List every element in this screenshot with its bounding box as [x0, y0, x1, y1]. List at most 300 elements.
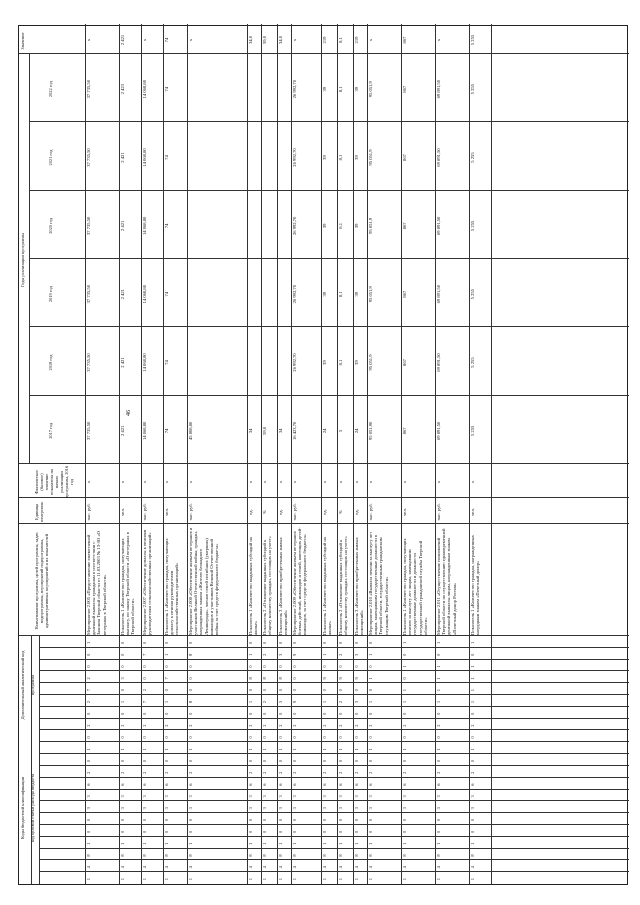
row-base: x — [86, 480, 91, 484]
code-digit: 0 — [338, 818, 343, 822]
grid-vline — [39, 729, 629, 730]
code-digit: 6 — [354, 783, 359, 786]
code-digit: 4 — [262, 866, 267, 869]
row-unit: ед. — [354, 509, 359, 515]
grid-vline — [19, 463, 629, 464]
code-digit: 6 — [292, 783, 297, 786]
code-digit: 0 — [368, 641, 373, 645]
code-digit: 6 — [262, 783, 267, 786]
code-digit: 4 — [248, 866, 253, 869]
code-digit: 8 — [248, 854, 253, 857]
code-digit: 0 — [292, 641, 297, 645]
row-name: Показатель 2 «Отношение выданных субсидий к общему количеству граждан, состоящих на учете» — [338, 536, 349, 635]
row-name: Показатель 1 «Количество граждан, награжденных нагрудным знаком «Почетный донор» — [470, 535, 481, 635]
code-digit: 8 — [188, 854, 193, 857]
code-digit: 0 — [120, 653, 125, 656]
code-digit: 0 — [86, 736, 91, 739]
code-digit: 3 — [120, 795, 125, 798]
code-digit: 0 — [278, 689, 283, 692]
code-digit: 4 — [436, 866, 441, 869]
code-digit: 0 — [436, 818, 441, 822]
code-digit: 0 — [188, 665, 193, 668]
code-digit: 1 — [402, 641, 407, 645]
code-digit: 0 — [142, 665, 147, 668]
code-digit: 1 — [278, 748, 283, 751]
code-digit: 4 — [368, 866, 373, 869]
row-year-value: 8,1 — [338, 86, 343, 93]
code-digit: 0 — [86, 759, 91, 763]
code-digit: 3 — [354, 700, 359, 704]
year-header: 2017 год — [48, 422, 53, 439]
code-digit: 1 — [368, 653, 373, 656]
code-digit: 6 — [120, 783, 125, 786]
row-base: x — [262, 480, 267, 484]
row-year-value: 5 255 — [470, 220, 475, 232]
code-digit: 3 — [322, 807, 327, 810]
header-program: программа — [30, 674, 35, 696]
code-digit: 0 — [368, 759, 373, 763]
code-digit: 2 — [120, 724, 125, 727]
code-digit: 8 — [354, 854, 359, 857]
grid-vline — [39, 848, 629, 849]
grid-vline — [39, 670, 629, 671]
row-year-value — [262, 330, 275, 394]
rotated-table — [18, 25, 628, 885]
row-year-value — [262, 57, 275, 121]
row-year-value: 74 — [164, 223, 169, 229]
code-digit: 0 — [436, 830, 441, 833]
code-digit: 6 — [322, 783, 327, 786]
row-year-value: 26 992,70 — [292, 285, 297, 304]
code-digit: 9 — [322, 677, 327, 680]
code-digit: 0 — [120, 641, 125, 645]
code-digit: 1 — [322, 842, 327, 845]
row-year-value: 37 735,50 — [86, 216, 91, 236]
code-digit: 3 — [262, 807, 267, 810]
code-digit: 2 — [368, 724, 373, 727]
code-digit: 6 — [338, 783, 343, 786]
row-year-value: 867 — [402, 359, 407, 366]
code-digit: 1 — [338, 748, 343, 751]
code-digit: 2 — [248, 771, 253, 774]
code-digit: 3 — [188, 795, 193, 798]
code-digit: 0 — [436, 736, 441, 739]
row-year-value — [248, 57, 259, 121]
code-digit: 1 — [164, 653, 169, 656]
header-value: Значение — [20, 32, 25, 50]
code-digit: 0 — [354, 641, 359, 645]
code-digit: 7 — [86, 689, 91, 692]
code-digit: 3 — [402, 795, 407, 798]
code-digit: 0 — [142, 641, 147, 645]
row-year-value: 34 — [248, 428, 253, 434]
code-digit: 1 — [322, 653, 327, 656]
code-digit: 1 — [354, 842, 359, 845]
code-digit: 0 — [322, 736, 327, 739]
year-header: 2021 год — [48, 149, 53, 166]
row-year-value: 39 — [354, 86, 359, 92]
row-year-value: 95 051,9 — [368, 286, 373, 303]
code-digit: 0 — [164, 818, 169, 822]
code-digit: 0 — [292, 665, 297, 668]
code-digit: 4 — [354, 866, 359, 869]
grid-vline — [39, 836, 629, 837]
code-digit: 0 — [292, 818, 297, 822]
code-digit: 1 — [164, 842, 169, 845]
row-name: Мероприятие 2.007 «Обеспечение доплаты к пенсиям руководителям сельскохозяйственных организаций» — [142, 529, 153, 635]
code-digit: 1 — [248, 700, 253, 704]
row-year-value: 69 891,50 — [436, 148, 441, 167]
grid-vline — [19, 523, 629, 524]
row-year-value: 5 255 — [470, 152, 475, 163]
row-year-value: 26 992,70 — [292, 216, 297, 236]
code-digit: 1 — [120, 878, 125, 881]
code-digit: 1 — [164, 700, 169, 704]
code-digit: 0 — [338, 830, 343, 833]
code-digit: 3 — [142, 795, 147, 798]
code-digit: 3 — [164, 807, 169, 810]
code-digit: 0 — [120, 830, 125, 833]
code-digit: 1 — [292, 748, 297, 751]
code-digit: 7 — [164, 677, 169, 680]
code-digit: 0 — [368, 830, 373, 833]
row-year-value: 14 068,80 — [142, 216, 147, 236]
code-digit: 2 — [120, 771, 125, 774]
code-digit: 0 — [188, 818, 193, 822]
header-additional: Дополнительный аналитический код — [20, 650, 25, 720]
code-digit: 3 — [436, 795, 441, 798]
code-digit: 9 — [338, 677, 343, 680]
code-digit: 1 — [436, 689, 441, 692]
code-digit: 3 — [470, 795, 475, 798]
code-digit: 0 — [354, 736, 359, 739]
code-digit: 1 — [470, 748, 475, 751]
row-year-value — [278, 57, 289, 121]
code-digit: 8 — [292, 854, 297, 857]
row-final-value: x — [368, 38, 373, 42]
code-digit: 0 — [262, 759, 267, 763]
code-digit: 6 — [470, 783, 475, 786]
row-year-value: 2 421 — [120, 357, 125, 368]
code-digit: 0 — [436, 653, 441, 656]
code-digit: 1 — [164, 878, 169, 881]
code-digit: 0 — [164, 830, 169, 833]
code-digit: 3 — [278, 700, 283, 704]
row-year-value: 69 891,50 — [436, 353, 441, 372]
code-digit: 0 — [278, 665, 283, 668]
code-digit: 0 — [262, 712, 267, 715]
code-digit: 8 — [436, 854, 441, 857]
code-digit: 2 — [338, 653, 343, 656]
row-year-value — [278, 330, 289, 394]
row-year-value — [248, 194, 259, 258]
code-digit: 3 — [354, 653, 359, 656]
row-year-value: 34 — [278, 428, 283, 434]
row-year-value: 867 — [402, 290, 407, 298]
code-digit: 0 — [436, 759, 441, 763]
code-digit: 8 — [368, 854, 373, 857]
code-digit: 2 — [262, 653, 267, 656]
header-years: Годы реализации программы — [20, 232, 25, 288]
code-digit: 1 — [262, 842, 267, 845]
code-digit: 0 — [368, 665, 373, 668]
code-digit: 0 — [354, 689, 359, 692]
code-digit: 1 — [436, 665, 441, 668]
code-digit: 0 — [142, 759, 147, 763]
code-digit: 2 — [188, 724, 193, 727]
code-digit: 0 — [278, 759, 283, 763]
code-digit: 2 — [278, 724, 283, 727]
code-digit: 1 — [120, 700, 125, 704]
row-final-value: 219 — [354, 36, 359, 44]
code-digit: 1 — [248, 748, 253, 751]
row-unit: % — [338, 510, 343, 514]
code-digit: 2 — [436, 771, 441, 774]
code-digit: 8 — [248, 677, 253, 680]
code-digit: 0 — [86, 830, 91, 833]
year-header: 2019 год — [48, 286, 53, 303]
row-year-value: 14 068,80 — [142, 421, 147, 441]
code-digit: 0 — [338, 689, 343, 692]
code-digit: 2 — [262, 724, 267, 727]
code-digit: 2 — [436, 724, 441, 727]
code-digit: 1 — [120, 842, 125, 845]
code-digit: 3 — [278, 807, 283, 810]
row-year-value: 95 051,9 — [368, 81, 373, 98]
code-digit: 2 — [262, 771, 267, 774]
code-digit: 4 — [164, 866, 169, 869]
code-digit: 4 — [188, 866, 193, 869]
row-year-value: 26 992,70 — [292, 80, 297, 99]
code-digit: 0 — [164, 641, 169, 645]
code-digit: 8 — [278, 677, 283, 680]
code-digit: 3 — [292, 807, 297, 810]
code-digit: 0 — [368, 712, 373, 715]
grid-vline — [39, 659, 629, 660]
row-base: x — [188, 480, 193, 484]
code-digit: 2 — [142, 689, 147, 692]
row-final-value: 5 255 — [470, 34, 475, 46]
code-digit: 1 — [368, 842, 373, 845]
row-base: x — [368, 480, 373, 484]
row-unit: чел. — [402, 508, 407, 516]
code-digit: 4 — [120, 866, 125, 869]
code-digit: 0 — [120, 665, 125, 668]
row-name: Показатель 1 «Количество граждан, получающих доплату к пенсии руководителям сельскохозяйственных организаций» — [164, 538, 180, 635]
code-digit: 0 — [262, 830, 267, 833]
code-digit: 0 — [262, 641, 267, 645]
row-unit: тыс. руб. — [368, 503, 373, 521]
code-digit: 0 — [262, 818, 267, 822]
code-digit: 0 — [470, 759, 475, 763]
row-year-value: 39 — [322, 360, 327, 365]
row-year-value: 74 — [164, 291, 169, 297]
code-digit: 1 — [248, 878, 253, 881]
code-digit: 1 — [248, 653, 253, 656]
row-year-value — [262, 194, 275, 258]
code-digit: 3 — [188, 807, 193, 810]
code-digit: 3 — [354, 795, 359, 798]
code-digit: 1 — [86, 878, 91, 881]
code-digit: 2 — [354, 771, 359, 774]
row-final-value: x — [188, 38, 193, 42]
code-digit: 7 — [142, 700, 147, 704]
grid-vline — [19, 53, 629, 54]
row-year-value: 59,0 — [262, 426, 267, 435]
grid-hline — [39, 636, 40, 884]
code-digit: 0 — [402, 759, 407, 763]
code-digit: 1 — [470, 700, 475, 704]
row-year-value: 5 255 — [470, 289, 475, 300]
row-year-value: 37 735,50 — [86, 285, 91, 304]
code-digit: 3 — [436, 807, 441, 810]
row-final-value: 34,0 — [248, 35, 253, 45]
code-digit: 0 — [322, 818, 327, 822]
row-final-value: 59,0 — [262, 35, 267, 45]
row-unit: тыс. руб. — [436, 503, 441, 521]
code-digit: 6 — [164, 783, 169, 786]
row-base: x — [322, 480, 327, 484]
row-year-value: 39 — [322, 291, 327, 297]
code-digit: 0 — [470, 736, 475, 739]
code-digit: 0 — [402, 830, 407, 833]
code-digit: 0 — [292, 759, 297, 763]
row-final-value: x — [142, 38, 147, 42]
code-digit: 2 — [368, 771, 373, 774]
row-year-value: 37 735,50 — [86, 421, 91, 441]
code-digit: 1 — [86, 641, 91, 645]
code-digit: 1 — [402, 842, 407, 845]
code-digit: 3 — [470, 807, 475, 810]
row-year-value: 69 891,50 — [436, 80, 441, 99]
grid-vline — [39, 777, 629, 778]
code-digit: 0 — [164, 759, 169, 763]
code-digit: 9 — [292, 700, 297, 704]
row-name: Мероприятие 2.010 «Выплата пенсии за выслугу лет лицам, замещавшим государственные должности в Тверской области, государственным гражданским служащим Тверской области» — [368, 531, 389, 635]
row-year-value: 69 891,50 — [436, 216, 441, 236]
code-digit: 1 — [402, 689, 407, 692]
code-digit: 0 — [470, 712, 475, 715]
code-digit: 1 — [470, 689, 475, 692]
row-year-value: 24 — [322, 428, 327, 434]
code-digit: 4 — [470, 866, 475, 869]
code-digit: 4 — [142, 866, 147, 869]
code-digit: 1 — [120, 748, 125, 751]
code-digit: 1 — [278, 878, 283, 881]
code-digit: 1 — [470, 665, 475, 668]
row-year-value: 14 068,80 — [142, 148, 147, 167]
code-digit: 2 — [164, 771, 169, 774]
code-digit: 8 — [120, 854, 125, 857]
row-base: x — [402, 480, 407, 484]
code-digit: 0 — [354, 759, 359, 763]
row-unit: ед. — [278, 509, 283, 515]
code-digit: 2 — [338, 724, 343, 727]
code-digit: 2 — [322, 771, 327, 774]
code-digit: 1 — [278, 842, 283, 845]
code-digit: 0 — [86, 665, 91, 668]
row-unit: тыс. руб. — [86, 503, 91, 521]
code-digit: 0 — [292, 736, 297, 739]
code-digit: 0 — [354, 818, 359, 822]
row-year-value — [278, 262, 289, 326]
code-digit: 1 — [402, 700, 407, 704]
row-unit: тыс. руб. — [142, 503, 147, 521]
code-digit: 3 — [354, 807, 359, 810]
header-unit: Единица измерения — [34, 502, 44, 522]
code-digit: 8 — [262, 854, 267, 857]
code-digit: 0 — [338, 665, 343, 668]
code-digit: 0 — [164, 712, 169, 715]
code-digit: 6 — [248, 783, 253, 786]
code-digit: 2 — [164, 724, 169, 727]
code-digit: 0 — [402, 677, 407, 680]
grid-vline — [39, 694, 629, 695]
row-name: Показатель 3 «Количество приобретенных жилых помещений» — [354, 537, 365, 635]
code-digit: 0 — [164, 665, 169, 668]
grid-vline — [39, 871, 629, 872]
code-digit: 3 — [292, 795, 297, 798]
code-digit: 1 — [368, 878, 373, 881]
code-digit: 0 — [86, 712, 91, 715]
code-digit: 0 — [164, 689, 169, 692]
code-digit: 0 — [322, 689, 327, 692]
row-base: x — [436, 480, 441, 484]
code-digit: 0 — [262, 736, 267, 739]
code-digit: 3 — [248, 795, 253, 798]
code-digit: 2 — [338, 771, 343, 774]
code-digit: 6 — [188, 783, 193, 786]
code-digit: 2 — [322, 724, 327, 727]
grid-vline — [39, 741, 629, 742]
row-unit: % — [262, 510, 267, 514]
code-digit: 3 — [278, 795, 283, 798]
code-digit: 8 — [164, 854, 169, 857]
code-digit: 1 — [436, 748, 441, 751]
code-digit: 1 — [402, 878, 407, 881]
row-year-value — [278, 125, 289, 189]
code-digit: 0 — [248, 759, 253, 763]
code-digit: 0 — [292, 677, 297, 680]
row-final-value: 74 — [164, 37, 169, 43]
code-digit: 0 — [278, 830, 283, 833]
code-digit: 0 — [188, 712, 193, 715]
code-digit: 1 — [86, 842, 91, 845]
code-digit: 8 — [470, 854, 475, 857]
row-name: Мероприятие 2.005 «Предоставление ежемесячной денежной выплаты гражданам в соответствии с Законом Тверской области от 11.03.2003 № 13-ЗО «О ветеранах в Тверской области» — [86, 531, 107, 635]
grid-hline — [29, 54, 30, 464]
code-digit: 0 — [188, 830, 193, 833]
code-digit: 4 — [402, 866, 407, 869]
code-digit: 1 — [322, 748, 327, 751]
row-base: x — [120, 480, 125, 484]
code-digit: 2 — [248, 724, 253, 727]
row-year-value: 8,1 — [338, 154, 343, 161]
code-digit: 0 — [142, 712, 147, 715]
code-digit: 2 — [188, 771, 193, 774]
row-year-value: 867 — [402, 427, 407, 435]
code-digit: 0 — [188, 689, 193, 692]
code-digit: 0 — [322, 641, 327, 645]
row-year-value: 2 421 — [120, 220, 125, 232]
code-digit: 3 — [120, 807, 125, 810]
code-digit: 8 — [322, 854, 327, 857]
code-digit: 0 — [470, 653, 475, 656]
row-year-value: 2 421 — [120, 289, 125, 300]
code-digit: 0 — [142, 677, 147, 680]
grid-hline — [491, 24, 492, 884]
code-digit: 9 — [292, 653, 297, 656]
